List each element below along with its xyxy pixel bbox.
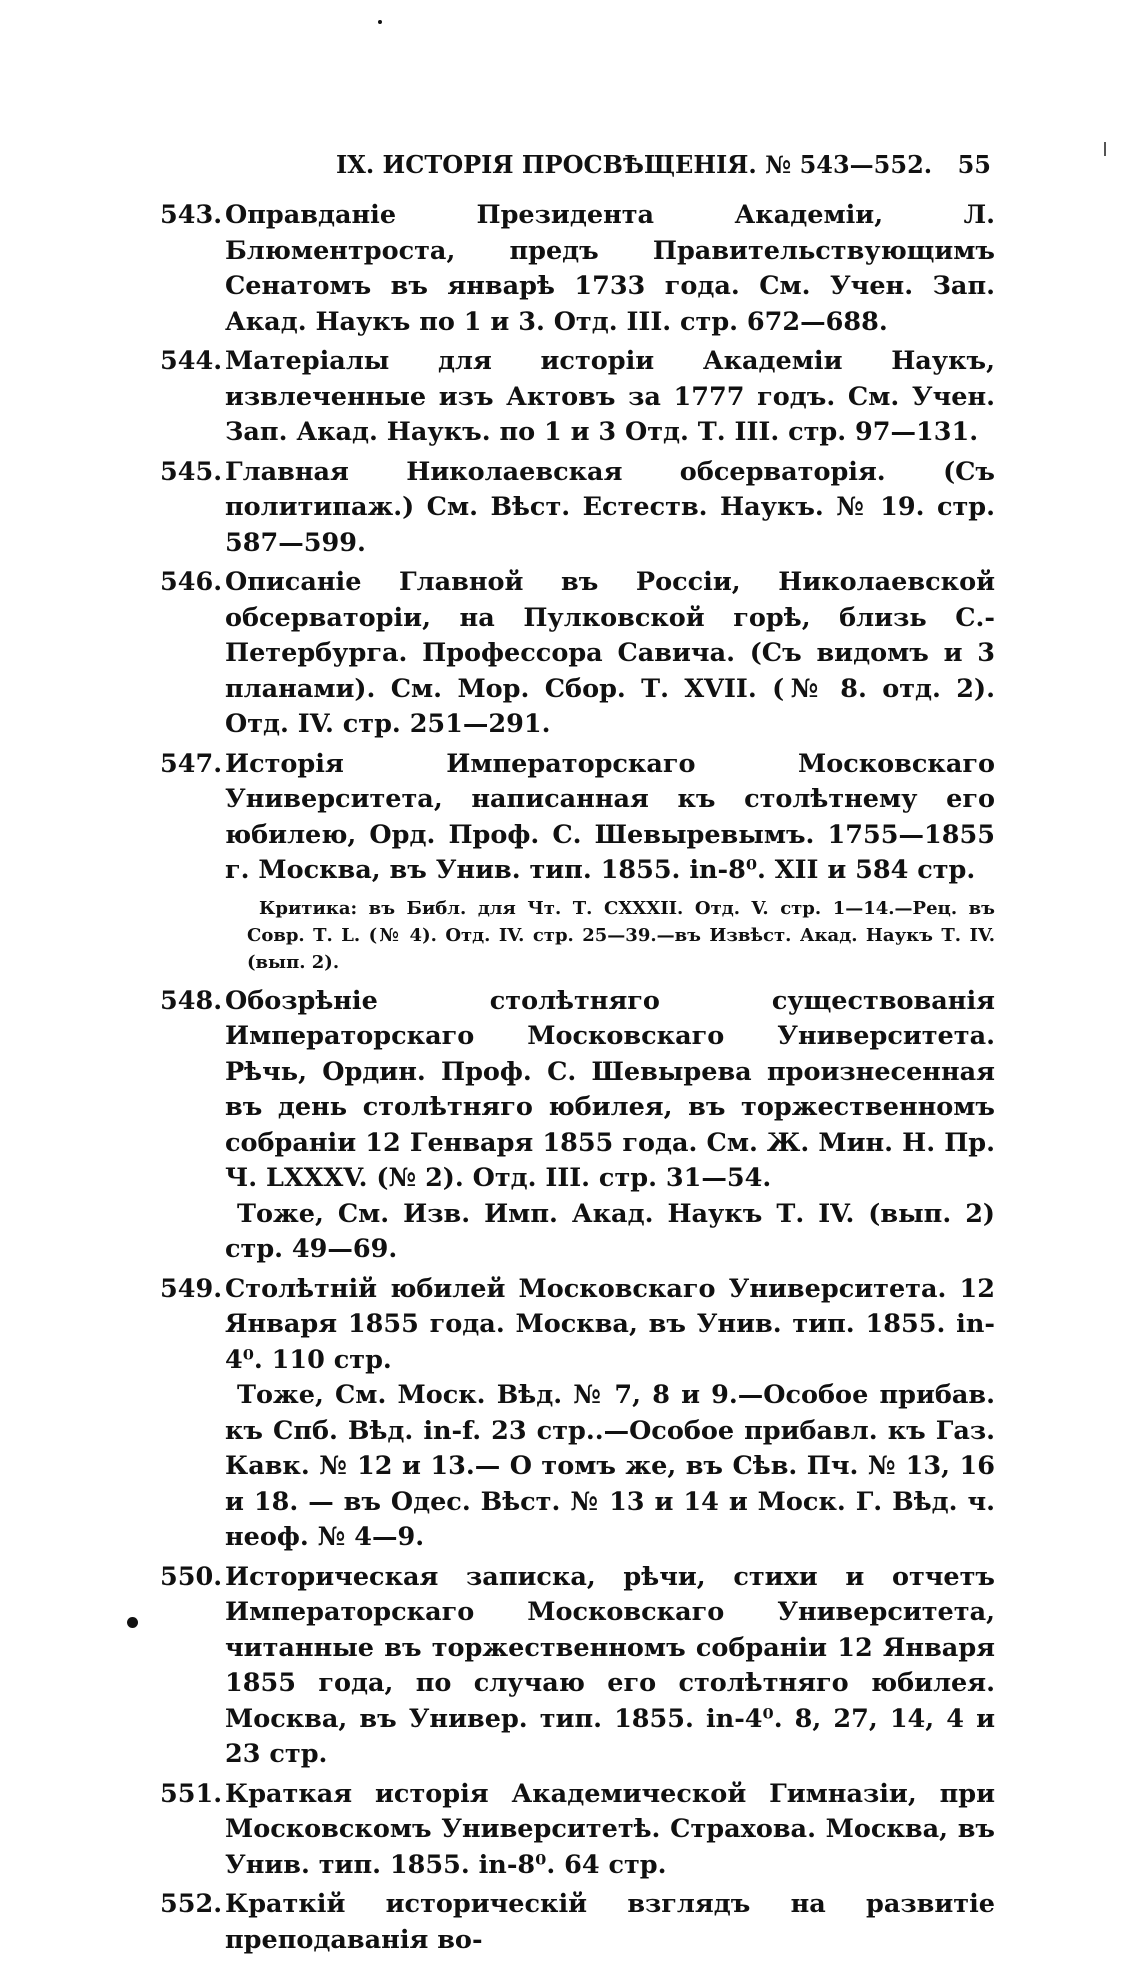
entry-number: 549. (160, 1273, 223, 1304)
page-number: 55 (957, 150, 991, 179)
entry-text: Оправданіе Президента Академіи, Л. Блюментроста, предъ Правительствующимъ Сенатомъ въ январѣ 1733 года. См. Учен. Зап. Акад. Наукъ по 1 и 3. Отд. III. стр. 672—688. (225, 200, 995, 337)
entry-543 (160, 198, 995, 340)
entry-text: Столѣтній юбилей Московскаго Университета. 12 Января 1855 года. Москва, въ Унив. тип. 1855. in-4⁰. 110 стр. (225, 1273, 995, 1375)
entry-551 (160, 1777, 995, 1884)
entry-544 (160, 344, 995, 451)
entry-number: 544. (160, 346, 223, 376)
entry-number: 545. (160, 456, 223, 487)
entry-text: Описаніе Главной въ Россіи, Николаевской обсерваторіи, на Пулковской горѣ, близь С.-Петербурга. Профессора Савича. (Съ видомъ и 3 планами). См. Мор. Сбор. Т. XVII. (№ 8. отд. 2). Отд. IV. стр. 251—291. (225, 567, 995, 739)
entry-545 (160, 455, 995, 562)
entry-547 (160, 747, 995, 976)
entry-text: Историческая записка, рѣчи, стихи и отчетъ Императорскаго Московскаго Университета, читанные въ торжественномъ собраніи 12 Января 1855 года, по случаю его столѣтняго юбилея. Москва, въ Универ. тип. 1855. in-4⁰. 8, 27, 14, 4 и 23 стр. (225, 1561, 995, 1769)
margin-bullet (127, 1617, 138, 1628)
critique-note: Критика: въ Библ. для Чт. Т. CXXXII. Отд. V. стр. 1—14.—Рец. въ Совр. Т. L. (№ 4). Отд. IV. стр. 25—39.—въ Извѣст. Акад. Наукъ Т. IV. (вып. 2). (247, 897, 995, 973)
also-published-note: Тоже, См. Изв. Имп. Акад. Наукъ Т. IV. (вып. 2) стр. 49—69. (225, 1198, 995, 1264)
entry-number: 550. (160, 1561, 223, 1592)
also-published-note: Тоже, См. Моск. Вѣд. № 7, 8 и 9.—Особое прибав. къ Спб. Вѣд. in-f. 23 стр..—Особое прибавл. къ Газ. Кавк. № 12 и 13.— О томъ же, въ Сѣв. Пч. № 13, 16 и 18. — въ Одес. Вѣст. № 13 и 14 и Моск. Г. Вѣд. ч. неоф. № 4—9. (225, 1380, 995, 1552)
entry-text: Главная Николаевская обсерваторія. (Съ политипаж.) См. Вѣст. Естеств. Наукъ. № 19. стр. 587—599. (225, 456, 995, 558)
entry-text: Краткій историческій взглядъ на развитіе преподаванія во- (225, 1889, 995, 1955)
bibliography-list (160, 198, 995, 1962)
entry-number: 548. (160, 985, 223, 1016)
running-head (226, 150, 991, 186)
entry-text: Исторія Императорскаго Московскаго Университета, написанная къ столѣтнему его юбилею, Орд. Проф. С. Шевыревымъ. 1755—1855 г. Москва, въ Унив. тип. 1855. in-8⁰. XII и 584 стр. (225, 748, 995, 885)
entry-552 (160, 1887, 995, 1958)
entry-text: Матеріалы для исторіи Академіи Наукъ, извлеченные изъ Актовъ за 1777 годъ. См. Учен. Зап. Акад. Наукъ. по 1 и 3 Отд. Т. III. стр. 97—131. (225, 346, 995, 447)
entry-550 (160, 1560, 995, 1773)
entry-number: 551. (160, 1778, 223, 1809)
entry-text: Обозрѣніе столѣтняго существованія Императорскаго Московскаго Университета. Рѣчь, Ордин. Проф. С. Шевырева произнесенная въ день столѣтняго юбилея, въ торжественномъ собраніи 12 Генваря 1855 года. См. Ж. Мин. Н. Пр. Ч. LXXXV. (№ 2). Отд. III. стр. 31—54. (225, 985, 995, 1193)
margin-mark (1104, 142, 1106, 156)
entry-number: 546. (160, 567, 223, 597)
section-title: IX. ИСТОРІЯ ПРОСВѢЩЕНІЯ. № 543—552. (336, 150, 933, 179)
entry-number: 543. (160, 200, 223, 230)
entry-549 (160, 1272, 995, 1556)
entry-548 (160, 984, 995, 1268)
entry-text: Краткая исторія Академической Гимназіи, при Московскомъ Университетѣ. Страхова. Москва, въ Унив. тип. 1855. in-8⁰. 64 стр. (225, 1778, 995, 1880)
ink-speck (378, 20, 382, 24)
entry-546 (160, 565, 995, 743)
entry-number: 547. (160, 748, 223, 779)
entry-number: 552. (160, 1889, 223, 1919)
